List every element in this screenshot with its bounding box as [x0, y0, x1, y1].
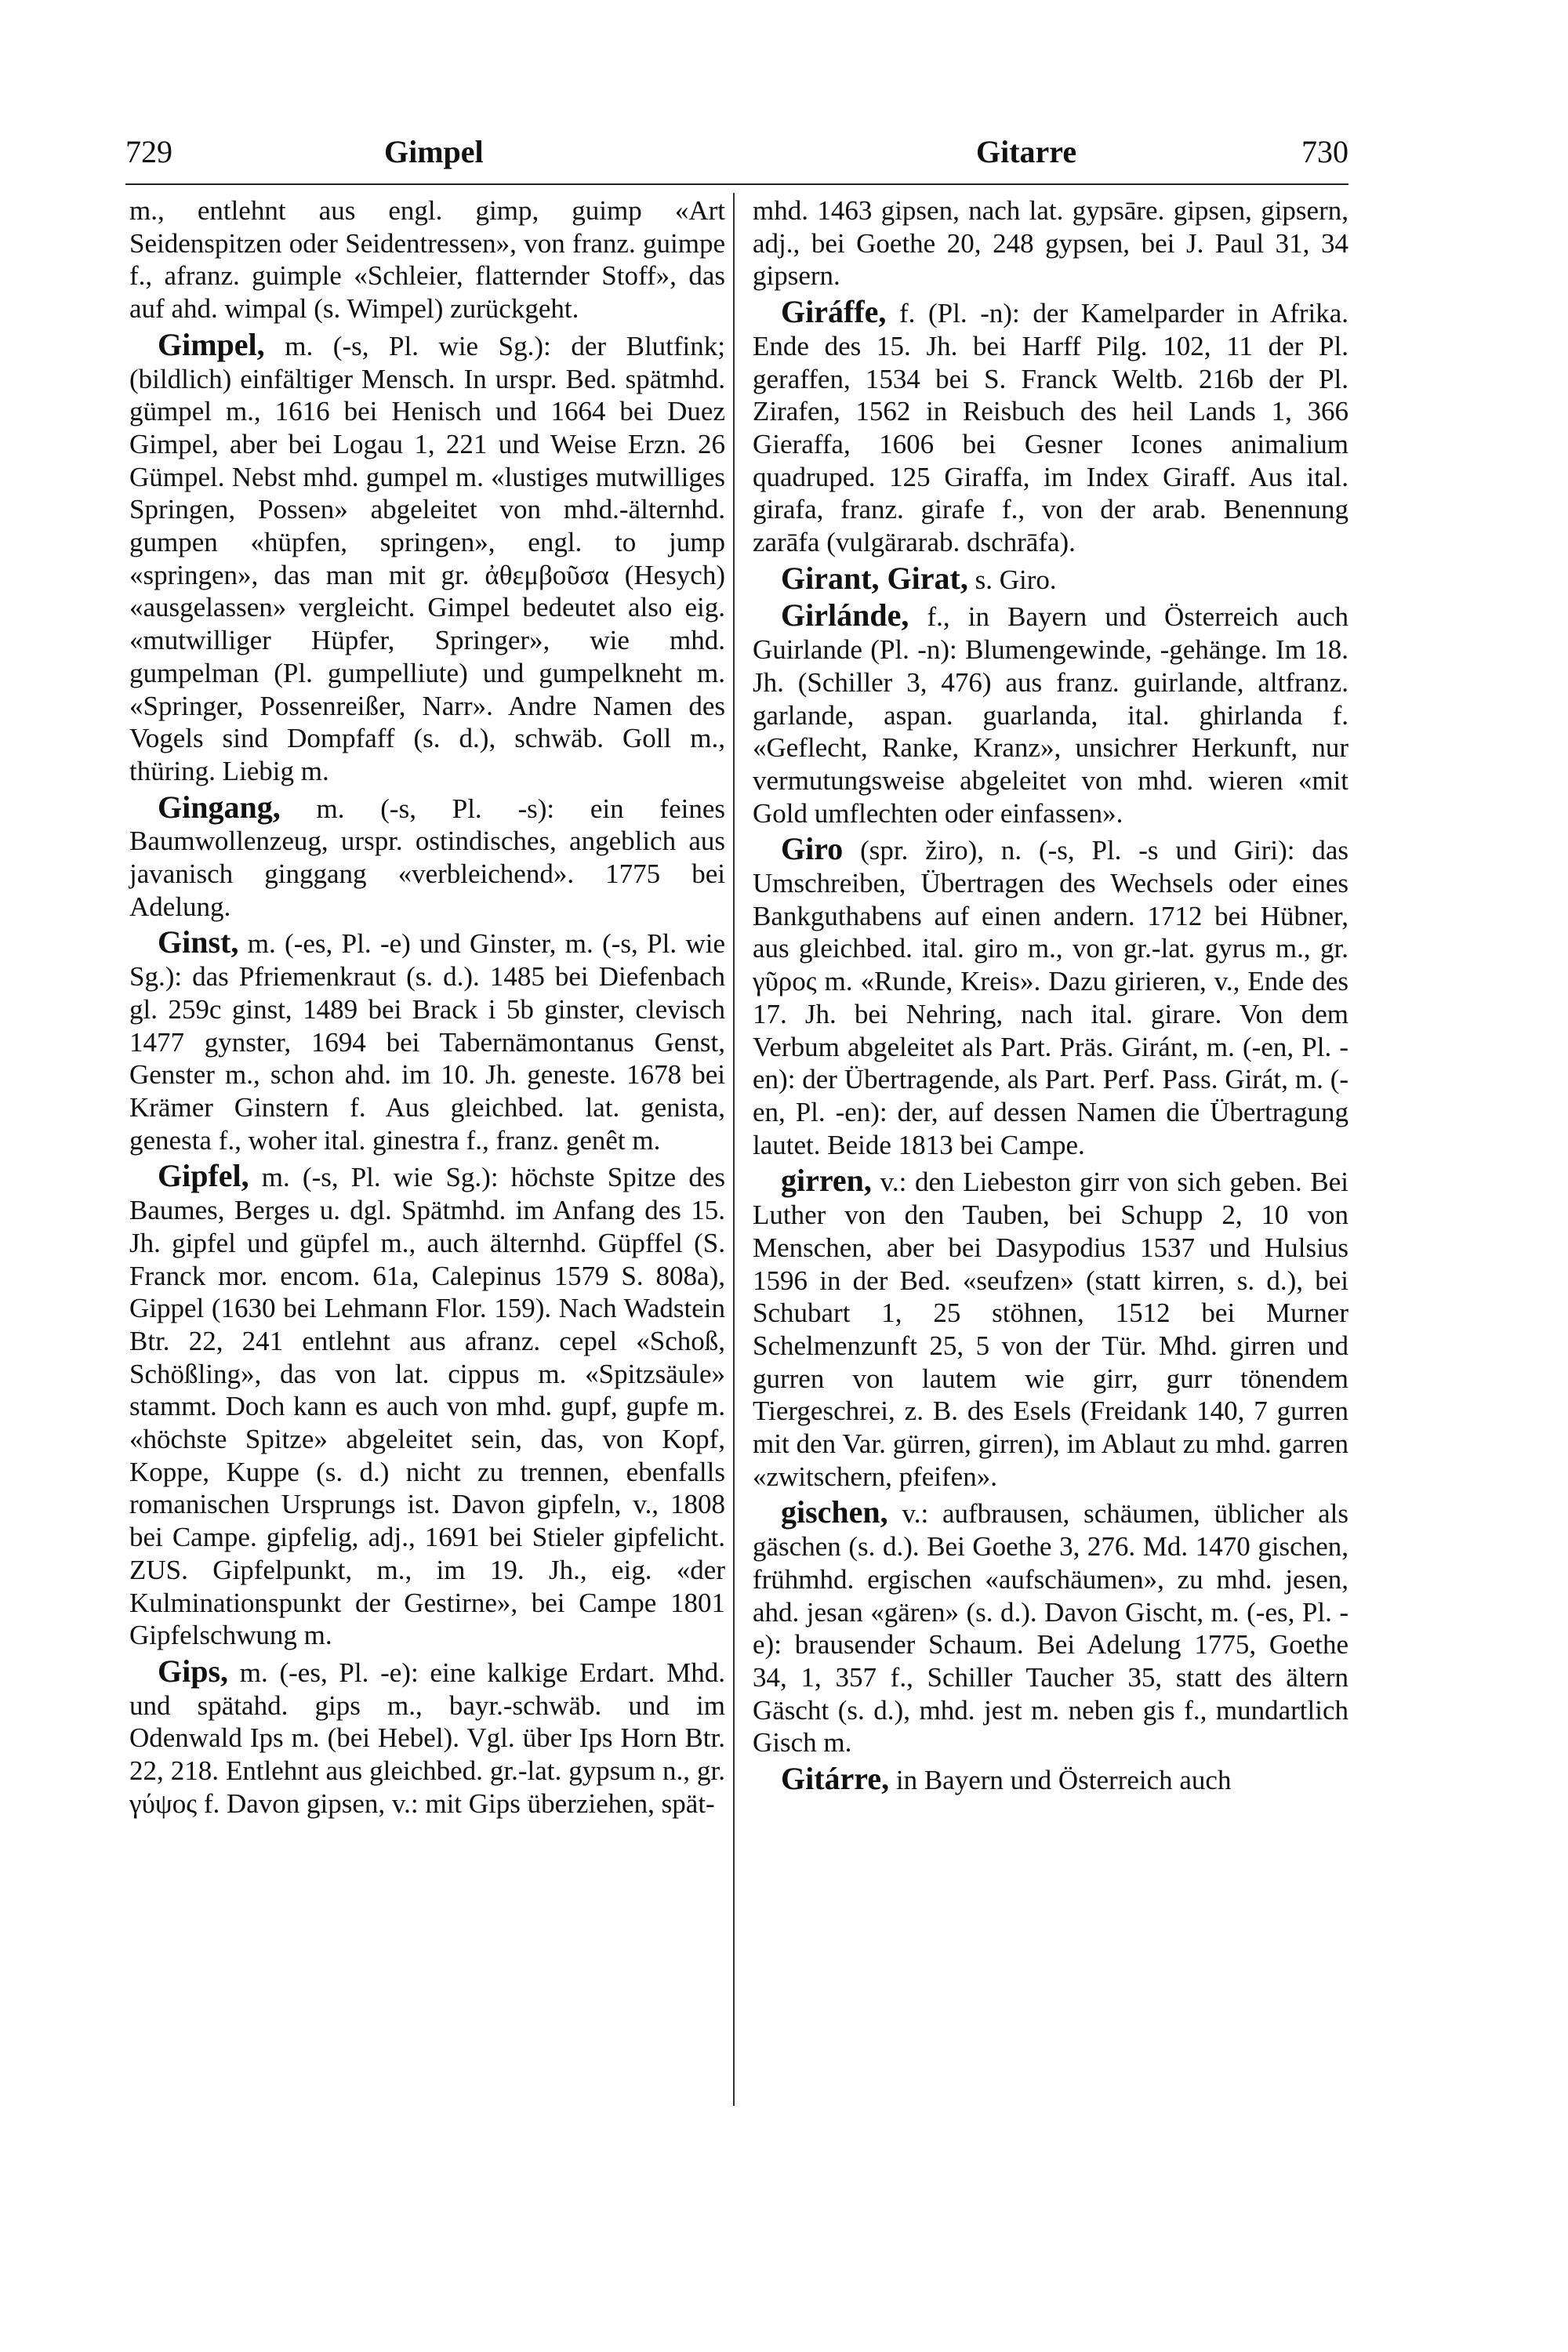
entry-text: v.: den Liebeston girr von sich geben. Bei Luther von den Tauben, bei Schupp 2, 10 von Menschen, aber bei Dasypodius 1537 und Hulsius 1596 in der Bed. «seufzen» (statt kirren, s. d.), bei Schubart 1, 25 stöhnen, 1512 bei Murner Schelmenzunft 25, 5 von der Tür. Mhd. girren und gurren von lautem wie girr, gurr tönendem Tiergeschrei, z. B. des Esels (Freidank 140, 7 gurren mit den Var. gürren, girren), im Ablaut zu mhd. garren «zwitschern, pfeifen».	[753, 1167, 1348, 1492]
entry	[129, 1655, 725, 1820]
page-header	[125, 133, 1348, 180]
column-divider	[733, 193, 735, 2106]
entry	[753, 833, 1348, 1161]
entry-lemma: Ginst,	[158, 924, 239, 960]
entry-text: m. (-es, Pl. -e) und Ginster, m. (-s, Pl. wie Sg.): das Pfriemenkraut (s. d.). 1485 bei Diefenbach gl. 259c ginst, 1489 bei Brack i 5b ginster, clevisch 1477 gynster, 1694 bei Tabernämontanus Genst, Genster m., schon ahd. im 10. Jh. geneste. 1678 bei Krämer Ginstern f. Aus gleichbed. lat. genista, genesta f., woher ital. ginestra f., franz. genêt m.	[129, 928, 725, 1156]
right-page-number: 730	[1301, 134, 1348, 169]
entry	[129, 791, 725, 924]
entry-lemma: Girant, Girat,	[781, 560, 968, 596]
entry: mhd. 1463 gipsen, nach lat. gypsāre. gipsen, gipsern, adj., bei Goethe 20, 248 gypsen, bei J. Paul 31, 34 gipsern.	[753, 195, 1348, 292]
entry	[129, 926, 725, 1156]
entry-lemma: Gips,	[158, 1653, 229, 1689]
entry-lemma: Gingang,	[158, 789, 281, 825]
entry	[753, 296, 1348, 559]
entry-text: m. (-es, Pl. -e): eine kalkige Erdart. Mhd. und spätahd. gips m., bayr.-schwäb. und im Odenwald Ips m. (bei Hebel). Vgl. über Ips Horn Btr. 22, 218. Entlehnt aus gleichbed. gr.-lat. gypsum n., gr. γύψος f. Davon gipsen, v.: mit Gips überziehen, spät-	[129, 1657, 725, 1819]
entry-text: f. (Pl. -n): der Kamelparder in Afrika. Ende des 15. Jh. bei Harff Pilg. 102, 11 der Pl. geraffen, 1534 bei S. Franck Weltb. 216b der Pl. Zirafen, 1562 in Reisbuch des heil Lands 1, 366 Gieraffa, 1606 bei Gesner Icones animalium quadruped. 125 Giraffa, im Index Giraff. Aus ital. girafa, franz. girafe f., von der arab. Benennung zarāfa (vulgärarab. dschrāfa).	[753, 298, 1348, 558]
entry-text: (spr. žiro), n. (-s, Pl. -s und Giri): das Umschreiben, Übertragen des Wechsels oder eines Bankguthabens auf einen andern. 1712 bei Hübner, aus gleichbed. ital. giro m., von gr.-lat. gyrus m., gr. γῦρος m. «Runde, Kreis». Dazu girieren, v., Ende des 17. Jh. bei Nehring, nach ital. girare. Von dem Verbum abgeleitet als Part. Präs. Giránt, m. (-en, Pl. -en): der Übertragende, als Part. Perf. Pass. Girát, m. (-en, Pl. -en): der, auf dessen Namen die Übertragung lautet. Beide 1813 bei Campe.	[753, 835, 1348, 1160]
right-running-headword: Gitarre	[976, 134, 1077, 169]
entry-text: m. (-s, Pl. -s): ein feines Baumwollenzeug, urspr. ostindisches, angeblich aus javanisch ginggang «verbleichend». 1775 bei Adelung.	[129, 793, 725, 922]
entry-lemma: Giro	[781, 831, 844, 867]
entry	[753, 1164, 1348, 1493]
entry-text: f., in Bayern und Österreich auch Guirlande (Pl. -n): Blumengewinde, -gehänge. Im 18. Jh. (Schiller 3, 476) aus franz. guirlande, altfranz. garlande, aspan. guarlanda, ital. ghirlanda f. «Geflecht, Ranke, Kranz», unsichrer Herkunft, nur vermutungsweise abgeleitet von mhd. wieren «mit Gold umflechten oder einfassen».	[753, 601, 1348, 829]
entry-text: m. (-s, Pl. wie Sg.): höchste Spitze des Baumes, Berges u. dgl. Spätmhd. im Anfang des 15. Jh. gipfel und güpfel m., auch älternhd. Güpffel (S. Franck mor. encom. 61a, Calepinus 1579 S. 808a), Gippel (1630 bei Lehmann Flor. 159). Nach Wadstein Btr. 22, 241 entlehnt aus afranz. cepel «Schoß, Schößling», das von lat. cippus m. «Spitzsäule» stammt. Doch kann es auch von mhd. gupf, gupfe m. «höchste Spitze» abgeleitet sein, das, von Kopf, Koppe, Kuppe (s. d.) nicht zu trennen, ebenfalls romanischen Ursprungs ist. Davon gipfeln, v., 1808 bei Campe. gipfelig, adj., 1691 bei Stieler gipfelicht. ZUS. Gipfelpunkt, m., im 19. Jh., eig. «der Kulminationspunkt der Gestirne», bei Campe 1801 Gipfelschwung m.	[129, 1162, 725, 1651]
right-column	[753, 194, 1348, 1797]
entry-text: in Bayern und Österreich auch	[889, 1765, 1232, 1796]
entry-text: v.: aufbrausen, schäumen, üblicher als gäschen (s. d.). Bei Goethe 3, 276. Md. 1470 gischen, frühmhd. ergischen «aufschäumen», zu mhd. jesen, ahd. jesan «gären» (s. d.). Davon Gischt, m. (-es, Pl. -e): brausender Schaum. Bei Adelung 1775, Goethe 34, 1, 357 f., Schiller Taucher 35, statt des ältern Gäscht (s. d.), mhd. jest m. neben gis f., mundartlich Gisch m.	[753, 1498, 1348, 1759]
left-page-number: 729	[125, 134, 172, 169]
entry-text: m. (-s, Pl. wie Sg.): der Blutfink; (bildlich) einfältiger Mensch. In urspr. Bed. spätmhd. gümpel m., 1616 bei Henisch und 1664 bei Duez Gimpel, aber bei Logau 1, 221 und Weise Erzn. 26 Gümpel. Nebst mhd. gumpel m. «lustiges mutwilliges Springen, Possen» abgeleitet von mhd.-älternhd. gumpen «hüpfen, springen», engl. to jump «springen», das man mit gr. ἀθεμβοῦσα (Hesych) «ausgelassen» vergleicht. Gimpel bedeutet also eig. «mutwilliger Hüpfer, Springer», wie mhd. gumpelman (Pl. gumpelliute) und gumpelkneht m. «Springer, Possenreißer, Narr». Andre Namen des Vogels sind Dompfaff (s. d.), schwäb. Goll m., thüring. Liebig m.	[129, 330, 725, 786]
entry-lemma: gischen,	[781, 1494, 888, 1530]
entry-lemma: Gitárre,	[781, 1761, 890, 1797]
entry-lemma: Gipfel,	[158, 1158, 249, 1194]
entry	[753, 562, 1348, 597]
entry	[129, 328, 725, 788]
entry-lemma: Girlánde,	[781, 597, 909, 633]
entry	[753, 599, 1348, 829]
entry	[753, 1762, 1348, 1797]
entry-lemma: Gimpel,	[158, 326, 265, 362]
left-column	[129, 194, 725, 1820]
header-rule	[125, 183, 1348, 185]
entry-lemma: Giráffe,	[781, 294, 887, 330]
left-running-headword: Gimpel	[384, 134, 484, 169]
entry: m., entlehnt aus engl. gimp, guimp «Art Seidenspitzen oder Seidentressen», von franz. guimpe f., afranz. guimple «Schleier, flatternder Stoff», das auf ahd. wimpal (s. Wimpel) zurückgeht.	[129, 195, 725, 325]
entry	[129, 1160, 725, 1652]
entry-text: s. Giro.	[967, 564, 1057, 595]
entry	[753, 1496, 1348, 1759]
entry-lemma: girren,	[781, 1163, 872, 1199]
